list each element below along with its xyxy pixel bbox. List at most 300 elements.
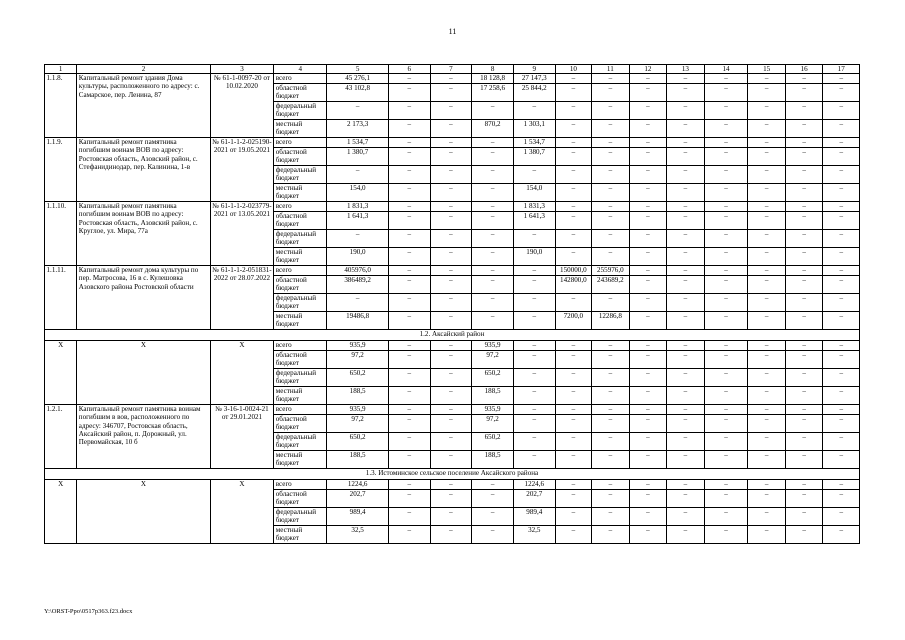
amount-cell: – — [629, 508, 667, 526]
section-title: 1.2. Аксайский район — [45, 330, 860, 341]
amount-cell: – — [823, 341, 860, 351]
amount-cell: – — [704, 405, 748, 415]
amount-cell: – — [327, 230, 388, 248]
amount-cell: – — [555, 166, 591, 184]
amount-cell: – — [667, 433, 705, 451]
amount-cell: – — [629, 490, 667, 508]
amount-cell: – — [592, 451, 630, 469]
amount-cell: – — [388, 276, 430, 294]
amount-cell: 405976,0 — [327, 266, 388, 276]
amount-cell: 650,2 — [472, 369, 514, 387]
amount-cell: – — [629, 415, 667, 433]
amount-cell: – — [785, 212, 823, 230]
amount-cell: – — [748, 405, 786, 415]
table-row — [45, 480, 860, 490]
amount-cell: – — [785, 166, 823, 184]
amount-cell: – — [513, 351, 555, 369]
column-number: 2 — [77, 65, 210, 74]
amount-cell: – — [555, 369, 591, 387]
amount-cell: 19486,8 — [327, 312, 388, 330]
amount-cell: – — [823, 433, 860, 451]
amount-cell: – — [629, 312, 667, 330]
amount-cell: 18 128,8 — [472, 74, 514, 84]
amount-cell: – — [592, 74, 630, 84]
budget-type: местный бюджет — [274, 451, 327, 469]
amount-cell: – — [388, 351, 430, 369]
amount-cell: 190,0 — [513, 248, 555, 266]
amount-cell: – — [472, 480, 514, 490]
budget-table — [44, 64, 860, 544]
amount-cell: – — [430, 212, 472, 230]
amount-cell: 935,9 — [327, 341, 388, 351]
item-number: 1.2.1. — [45, 405, 77, 469]
amount-cell: – — [704, 212, 748, 230]
amount-cell: – — [823, 248, 860, 266]
amount-cell: – — [785, 74, 823, 84]
amount-cell: – — [592, 526, 630, 544]
amount-cell: 1 380,7 — [513, 148, 555, 166]
item-document: № 61-1-0097-20 от 10.02.2020 — [210, 74, 274, 138]
amount-cell: – — [667, 148, 705, 166]
item-document: Х — [210, 341, 274, 405]
amount-cell: – — [629, 102, 667, 120]
amount-cell: – — [430, 138, 472, 148]
amount-cell: – — [667, 526, 705, 544]
amount-cell: 935,9 — [472, 341, 514, 351]
amount-cell: – — [748, 415, 786, 433]
amount-cell: – — [629, 120, 667, 138]
item-number: 1.1.11. — [45, 266, 77, 330]
amount-cell: 43 102,8 — [327, 84, 388, 102]
amount-cell: – — [388, 138, 430, 148]
amount-cell: 935,9 — [327, 405, 388, 415]
amount-cell: – — [704, 526, 748, 544]
amount-cell: – — [592, 248, 630, 266]
amount-cell: – — [748, 230, 786, 248]
amount-cell: – — [785, 415, 823, 433]
amount-cell: – — [388, 526, 430, 544]
amount-cell: – — [704, 276, 748, 294]
amount-cell: – — [667, 294, 705, 312]
amount-cell: – — [667, 120, 705, 138]
budget-type: областной бюджет — [274, 490, 327, 508]
column-number: 10 — [555, 65, 591, 74]
amount-cell: – — [430, 202, 472, 212]
amount-cell: – — [430, 294, 472, 312]
table-row — [45, 74, 860, 84]
amount-cell: – — [748, 212, 786, 230]
amount-cell: – — [785, 266, 823, 276]
item-number: 1.1.9. — [45, 138, 77, 202]
amount-cell: 25 844,2 — [513, 84, 555, 102]
amount-cell: 142800,0 — [555, 276, 591, 294]
amount-cell: – — [785, 451, 823, 469]
amount-cell: – — [555, 480, 591, 490]
amount-cell: – — [388, 74, 430, 84]
amount-cell: – — [748, 266, 786, 276]
amount-cell: – — [823, 184, 860, 202]
amount-cell: – — [629, 84, 667, 102]
column-number: 11 — [592, 65, 630, 74]
amount-cell: – — [430, 84, 472, 102]
amount-cell: – — [823, 74, 860, 84]
item-name: Капитальный ремонт дома культуры по пер. Матросова, 16 в с. Кулешовка Азовского района Ростовской области — [77, 266, 210, 330]
page-number: 11 — [448, 27, 457, 36]
amount-cell: – — [629, 351, 667, 369]
item-name: Капитальный ремонт памятника погибшим воинам ВОВ по адресу: Ростовская область, Азовский район, с. Круглое, ул. Мира, 77а — [77, 202, 210, 266]
amount-cell: – — [555, 508, 591, 526]
amount-cell: – — [667, 341, 705, 351]
amount-cell: – — [592, 387, 630, 405]
amount-cell: 154,0 — [513, 184, 555, 202]
amount-cell: – — [785, 387, 823, 405]
amount-cell: – — [667, 369, 705, 387]
amount-cell: 188,5 — [327, 387, 388, 405]
amount-cell: – — [667, 84, 705, 102]
amount-cell: – — [430, 387, 472, 405]
amount-cell: – — [388, 148, 430, 166]
amount-cell: – — [472, 276, 514, 294]
amount-cell: – — [555, 387, 591, 405]
column-number: 1 — [45, 65, 77, 74]
budget-type: всего — [274, 480, 327, 490]
amount-cell: – — [388, 312, 430, 330]
amount-cell: 1224,6 — [513, 480, 555, 490]
amount-cell: – — [823, 276, 860, 294]
amount-cell: – — [430, 74, 472, 84]
amount-cell: – — [555, 415, 591, 433]
amount-cell: – — [704, 266, 748, 276]
amount-cell: – — [748, 138, 786, 148]
amount-cell: – — [592, 120, 630, 138]
amount-cell: – — [704, 248, 748, 266]
amount-cell: – — [823, 138, 860, 148]
amount-cell: 1 831,3 — [513, 202, 555, 212]
item-number: Х — [45, 480, 77, 544]
amount-cell: – — [823, 148, 860, 166]
amount-cell: – — [667, 212, 705, 230]
amount-cell: – — [823, 102, 860, 120]
amount-cell: – — [704, 294, 748, 312]
amount-cell: – — [430, 312, 472, 330]
amount-cell: – — [513, 230, 555, 248]
budget-type: всего — [274, 266, 327, 276]
amount-cell: – — [430, 415, 472, 433]
amount-cell: – — [388, 387, 430, 405]
budget-type: местный бюджет — [274, 312, 327, 330]
amount-cell: – — [667, 480, 705, 490]
amount-cell: – — [592, 230, 630, 248]
amount-cell: – — [785, 148, 823, 166]
amount-cell: 97,2 — [327, 351, 388, 369]
amount-cell: – — [592, 433, 630, 451]
amount-cell: – — [472, 294, 514, 312]
amount-cell: – — [430, 351, 472, 369]
amount-cell: – — [513, 369, 555, 387]
item-number: 1.1.8. — [45, 74, 77, 138]
budget-type: федеральный бюджет — [274, 433, 327, 451]
amount-cell: – — [555, 74, 591, 84]
amount-cell: – — [704, 202, 748, 212]
amount-cell: – — [629, 294, 667, 312]
amount-cell: – — [592, 148, 630, 166]
amount-cell: – — [388, 433, 430, 451]
column-number: 14 — [704, 65, 748, 74]
amount-cell: – — [430, 148, 472, 166]
amount-cell: – — [748, 341, 786, 351]
item-name: Капитальный ремонт памятника воинам погибшим в вов, расположенного по адресу: 346707, Ростовская область, Аксайский район, п. Дорожный, ул. Первомайская, 10 б — [77, 405, 210, 469]
amount-cell: – — [785, 312, 823, 330]
amount-cell: – — [667, 248, 705, 266]
amount-cell: – — [704, 387, 748, 405]
item-number: Х — [45, 341, 77, 405]
amount-cell: – — [785, 490, 823, 508]
amount-cell: – — [667, 102, 705, 120]
amount-cell: – — [629, 138, 667, 148]
amount-cell: – — [785, 508, 823, 526]
amount-cell: – — [513, 102, 555, 120]
amount-cell: – — [667, 276, 705, 294]
amount-cell: 188,5 — [472, 451, 514, 469]
amount-cell: – — [823, 120, 860, 138]
amount-cell: – — [785, 84, 823, 102]
amount-cell: – — [667, 508, 705, 526]
amount-cell: – — [430, 451, 472, 469]
amount-cell: – — [513, 387, 555, 405]
amount-cell: – — [704, 369, 748, 387]
amount-cell: – — [629, 387, 667, 405]
amount-cell: – — [704, 351, 748, 369]
amount-cell: – — [785, 184, 823, 202]
amount-cell: – — [388, 120, 430, 138]
budget-type: местный бюджет — [274, 120, 327, 138]
amount-cell: – — [555, 102, 591, 120]
amount-cell: – — [430, 369, 472, 387]
amount-cell: – — [513, 405, 555, 415]
amount-cell: – — [555, 405, 591, 415]
amount-cell: – — [592, 84, 630, 102]
amount-cell: 386489,2 — [327, 276, 388, 294]
amount-cell: – — [748, 351, 786, 369]
item-name: Х — [77, 480, 210, 544]
amount-cell: 1 380,7 — [327, 148, 388, 166]
amount-cell: – — [430, 526, 472, 544]
amount-cell: – — [748, 276, 786, 294]
amount-cell: – — [748, 248, 786, 266]
amount-cell: – — [555, 526, 591, 544]
amount-cell: – — [667, 202, 705, 212]
amount-cell: – — [823, 230, 860, 248]
amount-cell: – — [592, 102, 630, 120]
amount-cell: 27 147,3 — [513, 74, 555, 84]
amount-cell: – — [430, 184, 472, 202]
column-number: 4 — [274, 65, 327, 74]
amount-cell: – — [472, 230, 514, 248]
budget-type: федеральный бюджет — [274, 166, 327, 184]
amount-cell: – — [388, 490, 430, 508]
amount-cell: – — [748, 312, 786, 330]
amount-cell: – — [555, 351, 591, 369]
amount-cell: – — [748, 84, 786, 102]
amount-cell: – — [629, 166, 667, 184]
amount-cell: – — [785, 202, 823, 212]
amount-cell: – — [513, 294, 555, 312]
amount-cell: – — [555, 212, 591, 230]
amount-cell: – — [513, 341, 555, 351]
budget-type: местный бюджет — [274, 526, 327, 544]
amount-cell: – — [388, 480, 430, 490]
amount-cell: – — [592, 351, 630, 369]
amount-cell: – — [430, 102, 472, 120]
amount-cell: – — [513, 166, 555, 184]
amount-cell: – — [430, 248, 472, 266]
amount-cell: – — [667, 490, 705, 508]
budget-type: федеральный бюджет — [274, 294, 327, 312]
budget-type: областной бюджет — [274, 276, 327, 294]
amount-cell: – — [472, 138, 514, 148]
budget-type: всего — [274, 202, 327, 212]
amount-cell: – — [748, 526, 786, 544]
budget-type: местный бюджет — [274, 248, 327, 266]
amount-cell: – — [785, 480, 823, 490]
column-number: 7 — [430, 65, 472, 74]
amount-cell: – — [748, 387, 786, 405]
amount-cell: – — [555, 490, 591, 508]
amount-cell: – — [785, 351, 823, 369]
amount-cell: 989,4 — [327, 508, 388, 526]
amount-cell: 7200,0 — [555, 312, 591, 330]
amount-cell: – — [629, 74, 667, 84]
amount-cell: – — [430, 480, 472, 490]
amount-cell: – — [748, 120, 786, 138]
item-name: Х — [77, 341, 210, 405]
amount-cell: – — [629, 248, 667, 266]
column-number: 13 — [667, 65, 705, 74]
budget-type: областной бюджет — [274, 415, 327, 433]
amount-cell: 870,2 — [472, 120, 514, 138]
amount-cell: – — [592, 369, 630, 387]
amount-cell: – — [430, 120, 472, 138]
amount-cell: – — [430, 276, 472, 294]
amount-cell: 255976,0 — [592, 266, 630, 276]
amount-cell: – — [430, 405, 472, 415]
amount-cell: – — [629, 148, 667, 166]
amount-cell: – — [667, 312, 705, 330]
amount-cell: – — [555, 230, 591, 248]
item-document: Х — [210, 480, 274, 544]
column-number: 9 — [513, 65, 555, 74]
budget-type: областной бюджет — [274, 148, 327, 166]
amount-cell: – — [704, 184, 748, 202]
amount-cell: – — [785, 120, 823, 138]
budget-type: местный бюджет — [274, 184, 327, 202]
table-row — [45, 341, 860, 351]
amount-cell: – — [748, 166, 786, 184]
amount-cell: – — [704, 74, 748, 84]
amount-cell: – — [667, 451, 705, 469]
item-document: № 61-1-1-2-023779-2021 от 13.05.2021 — [210, 202, 274, 266]
amount-cell: – — [785, 294, 823, 312]
column-number-row — [45, 65, 860, 74]
amount-cell: – — [748, 490, 786, 508]
amount-cell: – — [555, 120, 591, 138]
amount-cell: – — [748, 508, 786, 526]
amount-cell: – — [513, 266, 555, 276]
amount-cell: 150000,0 — [555, 266, 591, 276]
amount-cell: – — [629, 526, 667, 544]
amount-cell: – — [592, 415, 630, 433]
amount-cell: 1 534,7 — [327, 138, 388, 148]
amount-cell: 154,0 — [327, 184, 388, 202]
table-row — [45, 266, 860, 276]
amount-cell: – — [388, 166, 430, 184]
amount-cell: – — [667, 266, 705, 276]
amount-cell: – — [388, 451, 430, 469]
amount-cell: – — [555, 184, 591, 202]
amount-cell: 935,9 — [472, 405, 514, 415]
budget-type: областной бюджет — [274, 351, 327, 369]
budget-type: всего — [274, 74, 327, 84]
amount-cell: – — [472, 266, 514, 276]
item-document: № 61-1-1-2-025190-2021 от 19.05.2021 — [210, 138, 274, 202]
amount-cell: – — [327, 102, 388, 120]
amount-cell: – — [513, 433, 555, 451]
section-row — [45, 469, 860, 480]
amount-cell: – — [388, 294, 430, 312]
amount-cell: – — [629, 451, 667, 469]
amount-cell: – — [388, 230, 430, 248]
amount-cell: – — [388, 508, 430, 526]
amount-cell: – — [748, 294, 786, 312]
amount-cell: – — [513, 312, 555, 330]
amount-cell: – — [704, 102, 748, 120]
amount-cell: – — [592, 294, 630, 312]
amount-cell: 989,4 — [513, 508, 555, 526]
amount-cell: – — [823, 508, 860, 526]
amount-cell: – — [388, 212, 430, 230]
amount-cell: – — [823, 480, 860, 490]
budget-type: всего — [274, 405, 327, 415]
item-document: № 61-1-1-2-051831-2022 от 28.07.2022 — [210, 266, 274, 330]
amount-cell: – — [704, 490, 748, 508]
amount-cell: – — [629, 184, 667, 202]
amount-cell: – — [823, 212, 860, 230]
amount-cell: 188,5 — [472, 387, 514, 405]
amount-cell: – — [555, 248, 591, 266]
amount-cell: – — [823, 387, 860, 405]
amount-cell: – — [555, 451, 591, 469]
amount-cell: – — [592, 212, 630, 230]
amount-cell: – — [629, 202, 667, 212]
amount-cell: – — [555, 341, 591, 351]
amount-cell: – — [704, 341, 748, 351]
amount-cell: – — [629, 341, 667, 351]
amount-cell: – — [388, 341, 430, 351]
amount-cell: – — [667, 405, 705, 415]
amount-cell: 97,2 — [327, 415, 388, 433]
amount-cell: 97,2 — [472, 415, 514, 433]
amount-cell: – — [748, 148, 786, 166]
item-number: 1.1.10. — [45, 202, 77, 266]
amount-cell: – — [592, 480, 630, 490]
amount-cell: – — [704, 508, 748, 526]
section-title: 1.3. Истоминское сельское поселение Аксайского района — [45, 469, 860, 480]
amount-cell: – — [704, 120, 748, 138]
amount-cell: 190,0 — [327, 248, 388, 266]
amount-cell: – — [823, 526, 860, 544]
amount-cell: – — [327, 166, 388, 184]
amount-cell: – — [667, 166, 705, 184]
